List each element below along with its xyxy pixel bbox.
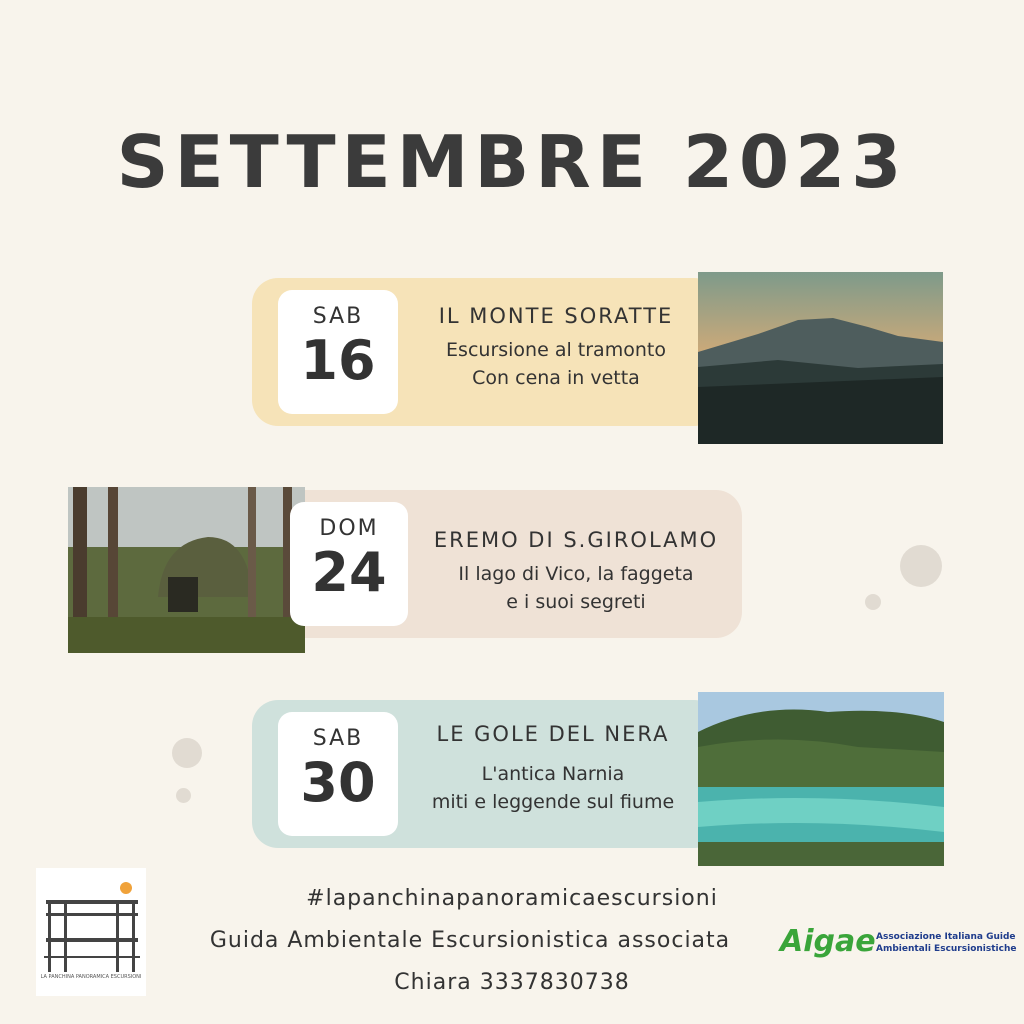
decorative-dot [176, 788, 191, 803]
aigae-tagline-2: Ambientali Escursionistiche [876, 944, 1017, 954]
hashtag-text: #lapanchinapanoramicaescursioni [306, 886, 718, 911]
event-description: L'antica Narnia [481, 763, 625, 785]
event-description: miti e leggende sul fiume [431, 791, 675, 813]
day-name: SAB [312, 726, 364, 751]
decorative-dot [900, 545, 942, 587]
event-description: e i suoi segreti [506, 591, 646, 613]
page-title: SETTEMBRE 2023 [116, 120, 908, 204]
event-text-3 [400, 722, 706, 816]
guide-text: Guida Ambientale Escursionistica associata [209, 928, 731, 953]
date-box-2 [290, 502, 408, 626]
decorative-dot [172, 738, 202, 768]
day-name: SAB [312, 304, 364, 329]
photo-gole-del-nera [698, 692, 944, 866]
event-description: Il lago di Vico, la faggeta [458, 563, 694, 585]
day-number: 30 [300, 751, 376, 814]
event-text-2 [418, 528, 734, 616]
photo-monte-soratte [698, 272, 943, 444]
contact-text: Chiara 3337830738 [394, 970, 630, 995]
event-description: Escursione al tramonto [446, 339, 666, 361]
photo-eremo-san-girolamo [68, 487, 305, 653]
event-description: Con cena in vetta [472, 367, 640, 389]
event-text-1 [408, 304, 704, 392]
day-number: 16 [300, 329, 376, 392]
event-title: IL MONTE SORATTE [438, 304, 674, 328]
aigae-name: Aigae [780, 924, 876, 959]
date-box-1 [278, 290, 398, 414]
aigae-logo [780, 918, 1017, 972]
logo-text: LA PANCHINA PANORAMICA ESCURSIONI [40, 974, 142, 980]
date-box-3 [278, 712, 398, 836]
aigae-tagline-1: Associazione Italiana Guide [876, 932, 1016, 942]
day-name: DOM [319, 516, 379, 541]
event-title: EREMO DI S.GIROLAMO [433, 528, 719, 552]
event-title: LE GOLE DEL NERA [436, 722, 670, 746]
day-number: 24 [311, 541, 387, 604]
decorative-dot [865, 594, 881, 610]
